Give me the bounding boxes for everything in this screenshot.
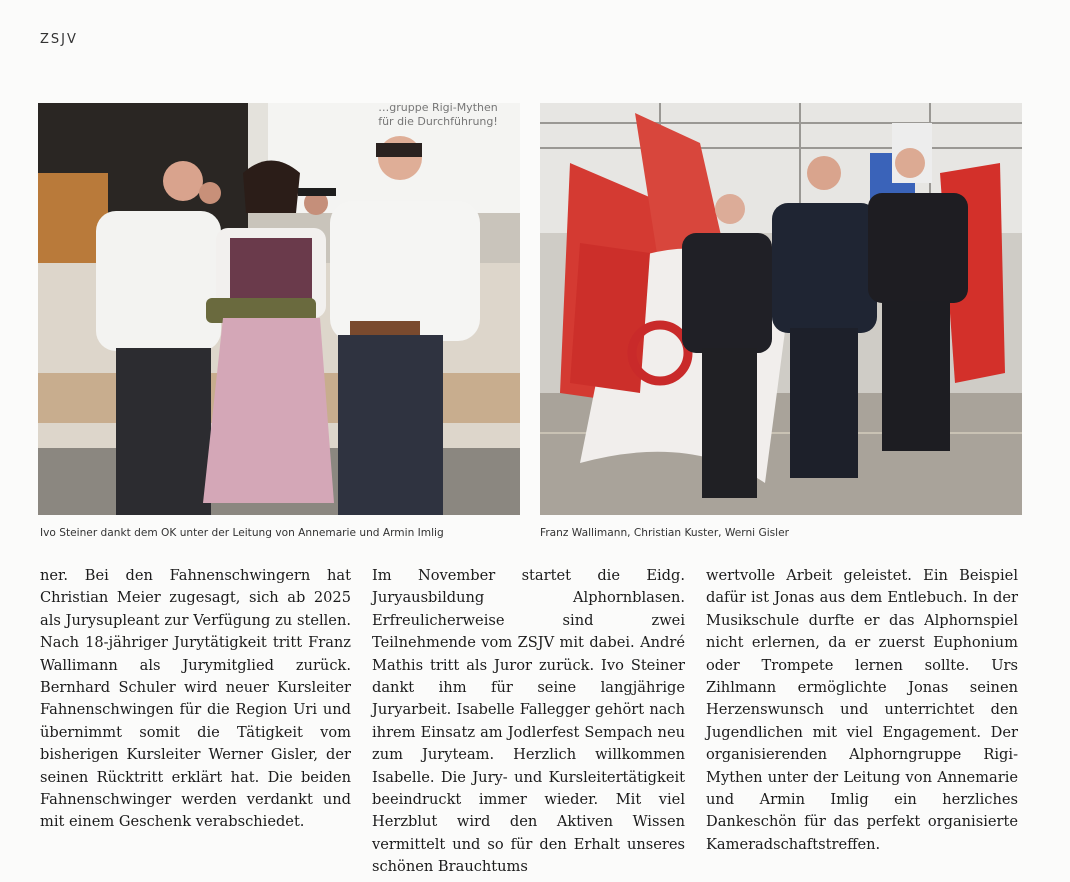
screen-text-line1: …gruppe Rigi-Mythen xyxy=(378,103,498,114)
section-header: ZSJV xyxy=(40,32,78,47)
article-column-3-text: wertvolle Arbeit geleistet. Ein Beispiel dafür ist Jonas aus dem Entlebuch. In der Musikschule durfte er das Alphornspiel nicht erlernen, da er zuerst Euphonium oder Trompete lernen sollte. Urs Zihlmann ermöglichte Jonas seinen Herzenswunsch und unterrichtet den Jugendlichen mit viel Engagement. Der organisierenden Alphorngruppe Rigi-Mythen unter der Leitung von Annemarie und Armin Imlig ein herzliches Dankeschön für das perfekt organisierte Kameradschaftstreffen. xyxy=(706,567,1018,853)
article-column-3 xyxy=(706,565,1018,856)
photo-caption-ok-thanks: Ivo Steiner dankt dem OK unter der Leitung von Annemarie und Armin Imlig xyxy=(40,527,444,539)
photo-flag-swingers-illustration xyxy=(540,103,1022,515)
photo-ok-thanks-illustration xyxy=(38,103,520,515)
photo-ok-thanks xyxy=(38,103,520,515)
screen-text-line2: für die Durchführung! xyxy=(378,115,498,128)
article-column-2-text: Im November startet die Eidg. Juryausbildung Alphornblasen. Erfreulicherweise sind zwei Teilnehmende vom ZSJV mit dabei. André Mathis tritt als Juror zurück. Ivo Steiner dankt ihm für seine langjährige Juryarbeit. Isabelle Fallegger gehört nach ihrem Einsatz am Jodlerfest Sempach neu zum Juryteam. Herzlich willkommen Isabelle. Die Jury- und Kursleitertätigkeit beeindruckt immer wieder. Mit viel Herzblut wird den Aktiven Wissen vermittelt und so für den Erhalt unseres schönen Brauchtums xyxy=(372,567,685,876)
photo-caption-flag-swingers: Franz Wallimann, Christian Kuster, Werni Gisler xyxy=(540,527,789,539)
photo-flag-swingers xyxy=(540,103,1022,515)
article-column-2 xyxy=(372,565,685,879)
article-column-1-text: ner. Bei den Fahnenschwingern hat Christian Meier zugesagt, sich ab 2025 als Jurysupleant zur Verfügung zu stellen. Nach 18-jähriger Jurytätigkeit tritt Franz Wallimann als Jurymitglied zurück. Bernhard Schuler wird neuer Kursleiter Fahnenschwingen für die Region Uri und übernimmt somit die Tätigkeit vom bisherigen Kursleiter Werner Gisler, der seinen Rücktritt erklärt hat. Die beiden Fahnenschwinger werden verdankt und mit einem Geschenk verabschiedet. xyxy=(40,567,351,831)
article-column-1 xyxy=(40,565,351,834)
